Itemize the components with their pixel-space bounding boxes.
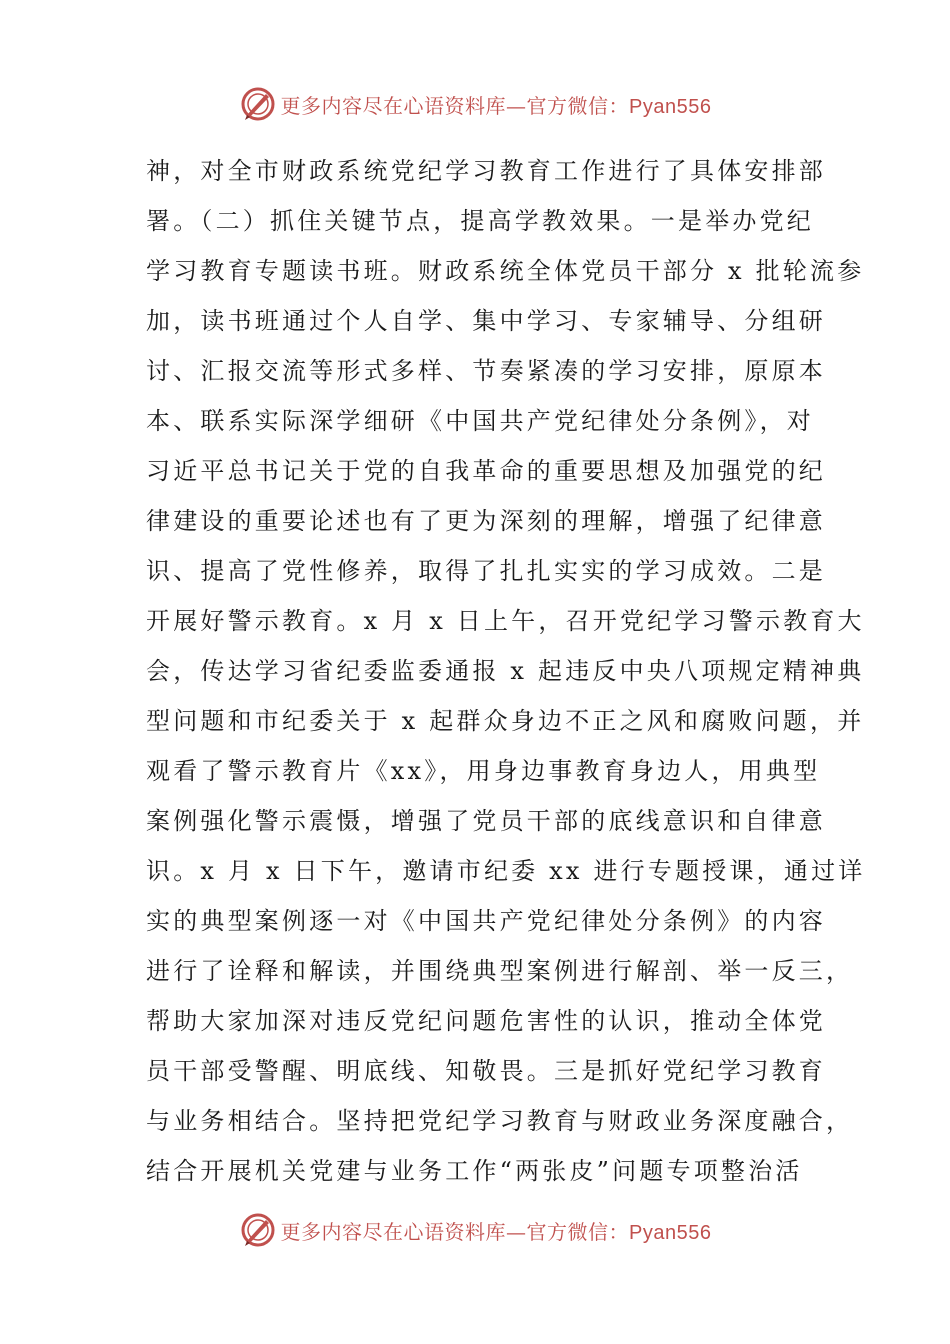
body-line: 结合开展机关党建与业务工作“两张皮”问题专项整治活: [146, 1157, 803, 1185]
body-line: 识、提高了党性修养，取得了扎扎实实的学习成效。二是: [146, 557, 826, 585]
body-line: 学习教育专题读书班。财政系统全体党员干部分 x 批轮流参: [146, 257, 865, 285]
watermark-wechat-id: Pyan556: [629, 95, 712, 118]
watermark-wechat-id: Pyan556: [629, 1221, 712, 1244]
document-body: [146, 146, 866, 1196]
pen-circle-logo-icon: [239, 1211, 277, 1249]
body-line: 员干部受警醒、明底线、知敬畏。三是抓好党纪学习教育: [146, 1057, 826, 1085]
watermark-site-text: 更多内容尽在心语资料库—官方微信：: [280, 1219, 630, 1244]
body-line: 进行了诠释和解读，并围绕典型案例进行解剖、举一反三，: [146, 957, 854, 985]
body-line: 型问题和市纪委关于 x 起群众身边不正之风和腐败问题，并: [146, 707, 865, 735]
body-line: 神，对全市财政系统党纪学习教育工作进行了具体安排部: [146, 157, 826, 185]
watermark-site-text: 更多内容尽在心语资料库—官方微信：: [280, 93, 630, 118]
body-line: 帮助大家加深对违反党纪问题危害性的认识，推动全体党: [146, 1007, 826, 1035]
body-line: 案例强化警示震慑，增强了党员干部的底线意识和自律意: [146, 807, 826, 835]
watermark-text: [281, 90, 712, 119]
body-line: 识。x 月 x 日下午，邀请市纪委 xx 进行专题授课，通过详: [146, 857, 866, 885]
body-line: 本、联系实际深学细研《中国共产党纪律处分条例》，对: [146, 407, 814, 435]
body-line: 观看了警示教育片《xx》，用身边事教育身边人，用典型: [146, 757, 821, 785]
body-line: 署。（二）抓住关键节点，提高学教效果。一是举办党纪: [146, 207, 814, 235]
body-line: 与业务相结合。坚持把党纪学习教育与财政业务深度融合，: [146, 1107, 854, 1135]
body-line: 习近平总书记关于党的自我革命的重要思想及加强党的纪: [146, 457, 826, 485]
footer-watermark: [0, 1208, 950, 1252]
watermark-text: [281, 1216, 712, 1245]
body-line: 律建设的重要论述也有了更为深刻的理解，增强了纪律意: [146, 507, 826, 535]
pen-circle-logo-icon: [239, 85, 277, 123]
header-watermark: [0, 82, 950, 126]
body-line: 加，读书班通过个人自学、集中学习、专家辅导、分组研: [146, 307, 826, 335]
body-line: 讨、汇报交流等形式多样、节奏紧凑的学习安排，原原本: [146, 357, 826, 385]
body-line: 开展好警示教育。x 月 x 日上午，召开党纪学习警示教育大: [146, 607, 865, 635]
body-line: 会，传达学习省纪委监委通报 x 起违反中央八项规定精神典: [146, 657, 865, 685]
body-line: 实的典型案例逐一对《中国共产党纪律处分条例》的内容: [146, 907, 826, 935]
